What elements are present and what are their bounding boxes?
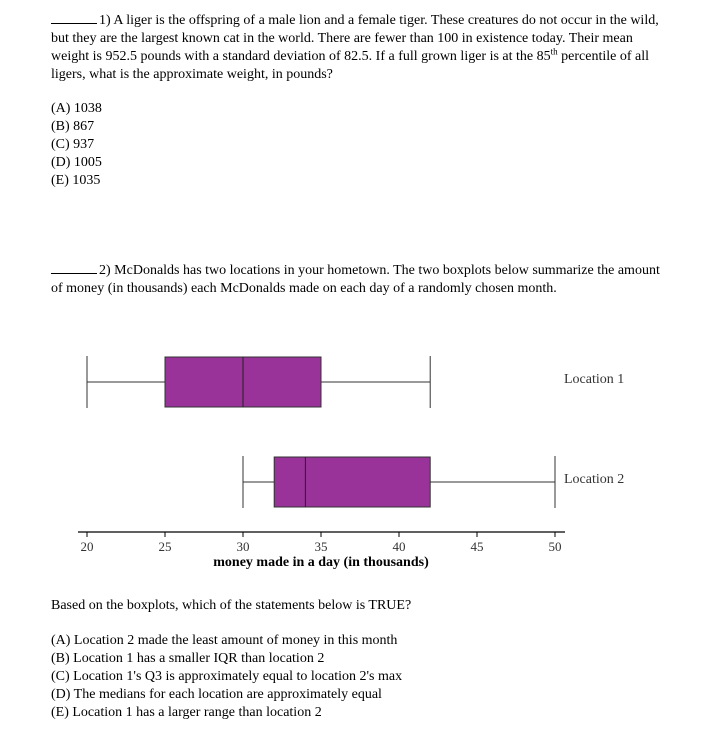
series-label: Location 2 — [564, 472, 625, 487]
question-1-text-end: percentile of all ligers, what is the approximate weight, in pounds? — [51, 49, 649, 82]
x-axis-tick-label: 30 — [236, 539, 250, 554]
choice: (E) 1035 — [51, 173, 101, 188]
choice: (B) Location 1 has a smaller IQR than location 2 — [51, 651, 325, 666]
question-2-choices — [51, 632, 402, 722]
ordinal-suffix: th — [550, 46, 558, 57]
x-axis-label: money made in a day (in thousands) — [213, 555, 429, 570]
question-1-number: 1) — [99, 13, 111, 28]
x-axis-tick-label: 35 — [314, 539, 328, 554]
x-axis-tick-label: 25 — [158, 539, 172, 554]
question-2-text: McDonalds has two locations in your hometown. The two boxplots below summarize the amount of money (in thousands) each McDonalds made on each day of a randomly chosen month. — [51, 263, 660, 296]
box-iqr — [274, 457, 430, 507]
choice: (A) 1038 — [51, 101, 102, 116]
choice: (C) 937 — [51, 137, 95, 152]
choice: (D) 1005 — [51, 155, 102, 170]
choice: (E) Location 1 has a larger range than location 2 — [51, 705, 322, 720]
x-axis-tick-label: 50 — [548, 539, 562, 554]
x-axis-tick-label: 20 — [80, 539, 94, 554]
question-2-number: 2) — [99, 263, 111, 278]
x-axis-tick-label: 40 — [392, 539, 406, 554]
x-axis-tick-label: 45 — [470, 539, 484, 554]
choice: (A) Location 2 made the least amount of money in this month — [51, 633, 398, 648]
choice: (B) 867 — [51, 119, 95, 134]
question-1-text: A liger is the offspring of a male lion and a female tiger. These creatures do not occur in the wild, but they are the largest known cat in the world. There are fewer than 100 in existence today. Their mean weight is 952.5 pounds with a standard deviation of 82.5. If a full grown liger is at the 85 — [51, 13, 659, 64]
choice: (D) The medians for each location are approximately equal — [51, 687, 382, 702]
question-2-prompt: Based on the boxplots, which of the statements below is TRUE? — [51, 598, 412, 613]
choice: (C) Location 1's Q3 is approximately equal to location 2's max — [51, 669, 403, 684]
series-label: Location 1 — [564, 372, 625, 387]
